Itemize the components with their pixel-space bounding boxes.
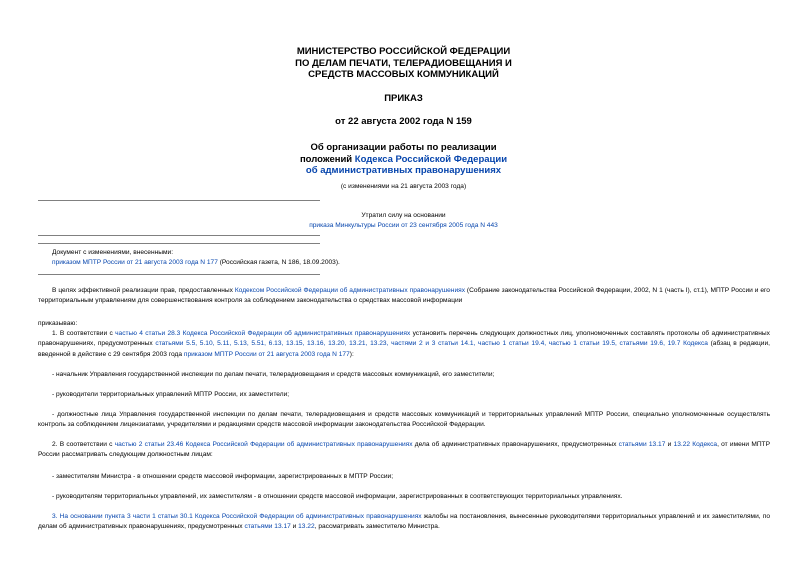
item-1-text-3: (абзац в редакции, введенной в действие с 29 сентября 2003 года — [38, 340, 770, 358]
title-line-1: Об организации работы по реализации — [310, 142, 497, 153]
divider — [38, 200, 320, 201]
item-2 — [38, 440, 770, 461]
item-1-link-2[interactable]: статьями 5.5, 5.10, 5.11, 5.13, 5.51, 6.13, 13.15, 13.16, 13.20, 13.21, 13.23, частями 2 и 3 статьи 14.1, частью 1 статьи 19.4, частью 1 статьи 19.5, статьями 19.6, 19.7 Кодекса — [155, 340, 708, 348]
divider — [38, 235, 320, 236]
title-prefix: положений — [299, 153, 355, 165]
intro-text-1: В целях эффективной реализации прав, предоставленных — [52, 287, 235, 294]
item-2-link-2[interactable]: статьями 13.17 — [618, 441, 666, 448]
code-link-title-2[interactable]: об административных правонарушениях — [305, 165, 502, 176]
amend-doc-link[interactable]: приказом МПТР России от 21 августа 2003 года N 177 — [52, 258, 218, 266]
item-1-text-1: 1. В соответствии с — [52, 330, 116, 337]
item-3-link-2[interactable]: статьями 13.17 — [244, 523, 291, 531]
ministry-line-3: СРЕДСТВ МАССОВЫХ КОММУНИКАЦИЙ — [308, 69, 499, 80]
item-2-bullet-2: - руководителям территориальных управлений, их заместителям - в отношении средств массовой информации, зарегистрированных в соответствующих территориальных управлениях. — [52, 493, 623, 500]
item-3 — [38, 512, 770, 533]
intro-text-2: (Собрание законодательства Российской Федерации, 2002, N 1 (часть I), ст.1), МПТР России и его территориальным управлениям для совершенствования контроля за соблюдением законодательства о средствах массовой информации — [38, 287, 770, 305]
koap-link[interactable]: Кодексом Российской Федерации об административных правонарушениях — [234, 287, 465, 294]
ministry-line-2: ПО ДЕЛАМ ПЕЧАТИ, ТЕЛЕРАДИОВЕЩАНИЯ И — [295, 57, 512, 69]
item-2-link-3[interactable]: 13.22 Кодекса — [673, 441, 718, 448]
item-3-link-3[interactable]: 13.22 — [298, 523, 315, 531]
item-3-text-2: и — [290, 523, 299, 531]
item-1-bullet-3: - должностные лица Управления государственной инспекции по делам печати, телерадиовещания и средств массовых коммуникаций и территориальных управлений МПТР России, специально уполномоченные осуществлять контроль за соблюдением лицензиатами, учредителями и редакциями средств массовой информации законодательства Российской Федерации. — [38, 411, 770, 429]
document-title — [0, 142, 807, 177]
ministry-heading — [0, 46, 807, 81]
item-2-link-1[interactable]: частью 2 статьи 23.46 Кодекса Российской Федерации об административных правонарушениях — [114, 441, 413, 448]
code-link-title[interactable]: Кодекса Российской Федерации — [354, 153, 508, 165]
ministry-line-1: МИНИСТЕРСТВО РОССИЙСКОЙ ФЕДЕРАЦИИ — [296, 46, 511, 57]
item-2-text-3: и — [665, 441, 674, 448]
item-2-bullet-1: - заместителям Министра - в отношении средств массовой информации, зарегистрированных в МПТР России; — [52, 473, 394, 480]
divider — [38, 243, 320, 244]
doc-type: ПРИКАЗ — [384, 93, 423, 104]
item-1 — [38, 329, 770, 360]
item-1-link-3[interactable]: приказом МПТР России от 21 августа 2003 года N 177 — [183, 350, 350, 358]
amend-doc-line: Документ с изменениями, внесенными: — [52, 249, 174, 256]
item-1-text-4: ): — [349, 350, 354, 358]
item-1-bullet-2: - руководители территориальных управлений МПТР России, их заместители; — [52, 391, 290, 398]
item-3-text-3: , рассматривать заместителю Министра. — [314, 523, 440, 531]
item-2-text-4: , от имени МПТР России рассматривать следующим должностным лицам: — [38, 441, 770, 459]
repeal-line: Утратил силу на основании — [361, 212, 446, 219]
amend-doc-block — [52, 248, 772, 267]
item-3-text-1: жалобы на постановления, вынесенные руководителями территориальных управлений и их заместителями, по делам об административных правонарушениях, предусмотренных — [38, 513, 770, 531]
repeal-link[interactable]: приказа Минкультуры России от 23 сентября 2005 года N 443 — [309, 221, 498, 229]
date-number: от 22 августа 2002 года N 159 — [335, 116, 472, 127]
divider — [38, 274, 320, 275]
item-2-text-1: 2. В соответствии с — [52, 441, 115, 448]
item-3-link-1[interactable]: 3. На основании пункта 3 части 1 статьи 30.1 Кодекса Российской Федерации об административных правонарушениях — [52, 513, 422, 520]
prikazyvayu: приказываю: — [38, 320, 78, 327]
title-line-2 — [0, 154, 807, 166]
item-1-bullet-1: - начальник Управления государственной инспекции по делам печати, телерадиовещания и средств массовых коммуникаций, его заместители; — [52, 371, 495, 378]
repeal-note — [200, 211, 607, 230]
item-1-link-1[interactable]: частью 4 статьи 28.3 Кодекса Российской Федерации об административных правонарушениях — [115, 330, 411, 337]
amendment-note: (с изменениями на 21 августа 2003 года) — [340, 183, 467, 190]
intro-paragraph — [38, 286, 770, 307]
item-1-text-2: установить перечень следующих должностных лиц, уполномоченных составлять протоколы об административных правонарушениях, предусмотренных — [38, 330, 770, 348]
item-2-text-2: дела об административных правонарушениях, предусмотренных — [412, 441, 619, 448]
amend-doc-suffix: (Российская газета, N 186, 18.09.2003). — [217, 258, 340, 266]
